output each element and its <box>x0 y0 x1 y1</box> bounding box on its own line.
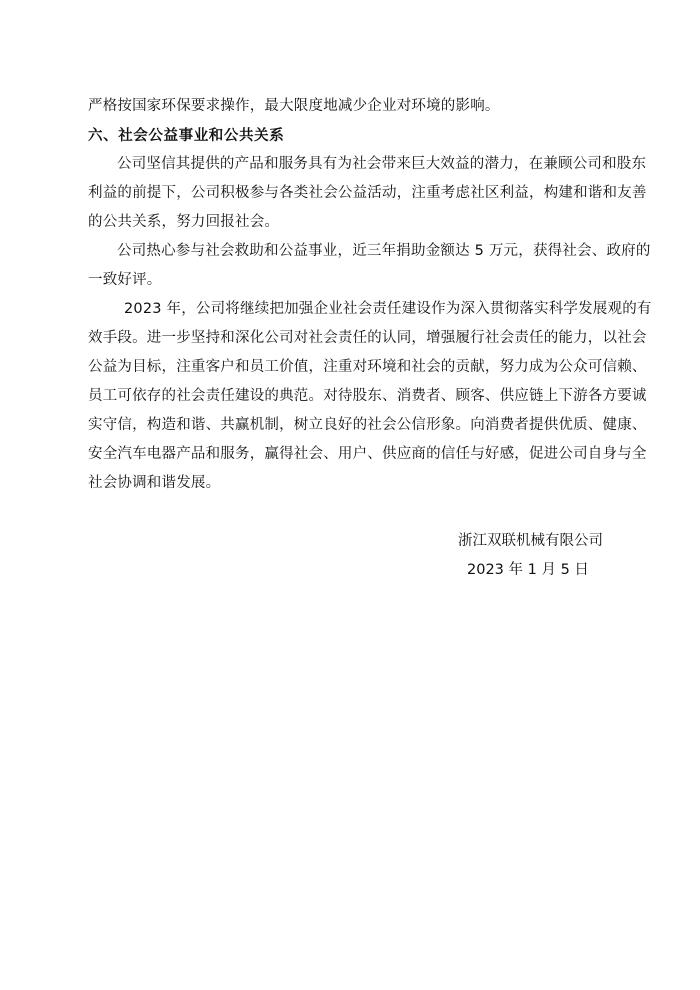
paragraph-3-line: 员工可依存的社会责任建设的典范。对待股东、消费者、顾客、供应链上下游各方要诚 <box>88 388 647 404</box>
paragraph-3-line: 2023 年，公司将继续把加强企业社会责任建设作为深入贯彻落实科学发展观的有 <box>124 301 652 317</box>
paragraph-2-line: 公司热心参与社会救助和公益事业，近三年捐助金额达 5 万元，获得社会、政府的 <box>117 243 651 259</box>
paragraph-1-line: 利益的前提下，公司积极参与各类社会公益活动，注重考虑社区利益，构建和谐和友善 <box>88 185 647 201</box>
paragraph-2 <box>88 237 651 295</box>
paragraph-3 <box>88 295 652 498</box>
paragraph-3-line: 效手段。进一步坚持和深化公司对社会责任的认同，增强履行社会责任的能力，以社会 <box>88 330 647 346</box>
paragraph-3-line: 安全汽车电器产品和服务，赢得社会、用户、供应商的信任与好感，促进公司自身与全 <box>88 446 647 462</box>
paragraph-3-line: 社会协调和谐发展。 <box>88 475 221 491</box>
paragraph-1-line: 公司坚信其提供的产品和服务具有为社会带来巨大效益的潜力，在兼顾公司和股东 <box>117 156 647 172</box>
section-heading: 六、社会公益事业和公共关系 <box>88 127 285 144</box>
paragraph-1-line: 的公共关系，努力回报社会。 <box>88 214 280 230</box>
document-body <box>88 92 652 498</box>
paragraph-2-line: 一致好评。 <box>88 272 162 288</box>
continuation-line: 严格按国家环保要求操作，最大限度地减少企业对环境的影响。 <box>88 98 500 114</box>
paragraph-3-line: 实守信，构造和谐、共赢机制，树立良好的社会公信形象。向消费者提供优质、健康、 <box>88 417 647 433</box>
signature-company: 浙江双联机械有限公司 <box>458 533 603 549</box>
paragraph-3-line: 公益为目标，注重客户和员工价值，注重对环境和社会的贡献，努力成为公众可信赖、 <box>88 359 647 375</box>
signature-date: 2023 年 1 月 5 日 <box>467 562 589 578</box>
paragraph-1 <box>88 150 647 237</box>
